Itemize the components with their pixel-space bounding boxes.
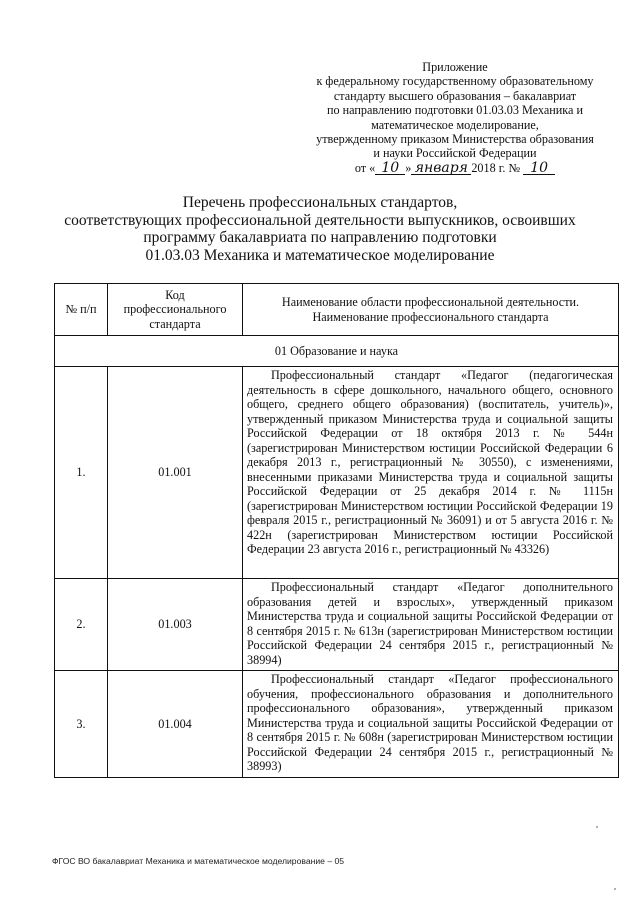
title-line: Перечень профессиональных стандартов, (182, 194, 458, 211)
section-row (55, 336, 619, 367)
scan-speck (596, 826, 598, 828)
row-text: Профессиональный стандарт «Педагог (педагогическая деятельность в сфере дошкольного, начального общего, основного общего, среднего общего образования) (воспитатель, учитель)», утвержденный приказом Министерства труда и социальной защиты Российской Федерации от 18 октября 2013 г. № 544н (зарегистрирован Министерством юстиции Российской Федерации 6 декабря 2013 г., регистрационный № 30550), с изменениями, внесенными приказами Министерства труда и социальной защиты Российской Федерации от 25 декабря 2014 г. № 1115н (зарегистрирован Министерством юстиции Российской Федерации 19 февраля 2015 г., регистрационный № 36091) и от 5 августа 2016 г. № 422н (зарегистрирован Министерством юстиции Российской Федерации 23 августа 2016 г., регистрационный № 43326) (247, 368, 613, 556)
standards-table (54, 283, 619, 778)
row-text-cell (243, 579, 619, 671)
row-num: 2. (55, 579, 108, 671)
title-line: соответствующих профессиональной деятельности выпускников, освоивших (64, 211, 576, 229)
header-name: Наименование области профессиональной деятельности. Наименование профессионального стандарта (243, 284, 619, 336)
row-code: 01.001 (108, 367, 243, 579)
row-num: 1. (55, 367, 108, 579)
row-text: Профессиональный стандарт «Педагог профессионального обучения, профессионального образования и дополнительного профессионального образования», утвержденный приказом Министерства труда и социальной защиты Российской Федерации от 8 сентября 2015 г. № 608н (зарегистрирован Министерством юстиции Российской Федерации 24 сентября 2015 г., регистрационный № 38993) (247, 672, 613, 773)
title-line: программу бакалавриата по направлению подготовки (143, 229, 497, 247)
row-text: Профессиональный стандарт «Педагог дополнительного образования детей и взрослых», утвержденный приказом Министерства труда и социальной защиты Российской Федерации от 8 сентября 2015 г. № 613н (зарегистрирован Министерством юстиции Российской Федерации 24 сентября 2015 г., регистрационный № 38994) (247, 580, 613, 667)
scan-speck (614, 888, 616, 890)
appendix-line: Приложение (422, 60, 488, 74)
table-row (55, 671, 619, 778)
appendix-line: по направлению подготовки 01.03.03 Механика и (326, 103, 584, 118)
appendix-line: утвержденному приказом Министерства образования (316, 132, 594, 147)
row-text-cell (243, 671, 619, 778)
row-num: 3. (55, 671, 108, 778)
header-code: Код профессионального стандарта (108, 284, 243, 336)
table-header-row (55, 284, 619, 336)
table-row (55, 367, 619, 579)
title-line: 01.03.03 Механика и математическое моделирование (145, 246, 495, 264)
date-mid: » (405, 160, 412, 175)
appendix-line: и науки Российской Федерации (373, 146, 537, 161)
date-prefix: от « (354, 160, 376, 175)
handwritten-day: 10 (375, 162, 405, 175)
page-footer: ФГОС ВО бакалавриат Механика и математическое моделирование – 05 (52, 856, 345, 866)
appendix-block (300, 60, 610, 175)
row-code: 01.004 (108, 671, 243, 778)
handwritten-order-number: 10 (523, 162, 555, 175)
year-text: 2018 г. № (471, 160, 521, 175)
handwritten-month: января (411, 162, 471, 175)
section-title: 01 Образование и наука (55, 336, 619, 367)
order-date-line (300, 161, 610, 175)
appendix-line: стандарту высшего образования – бакалавриат (333, 88, 577, 103)
row-text-cell (243, 367, 619, 579)
appendix-line: математическое моделирование, (371, 117, 539, 132)
table-row (55, 579, 619, 671)
appendix-line: к федеральному государственному образовательному (316, 74, 594, 89)
header-num: № п/п (55, 284, 108, 336)
document-title (40, 194, 600, 264)
row-code: 01.003 (108, 579, 243, 671)
